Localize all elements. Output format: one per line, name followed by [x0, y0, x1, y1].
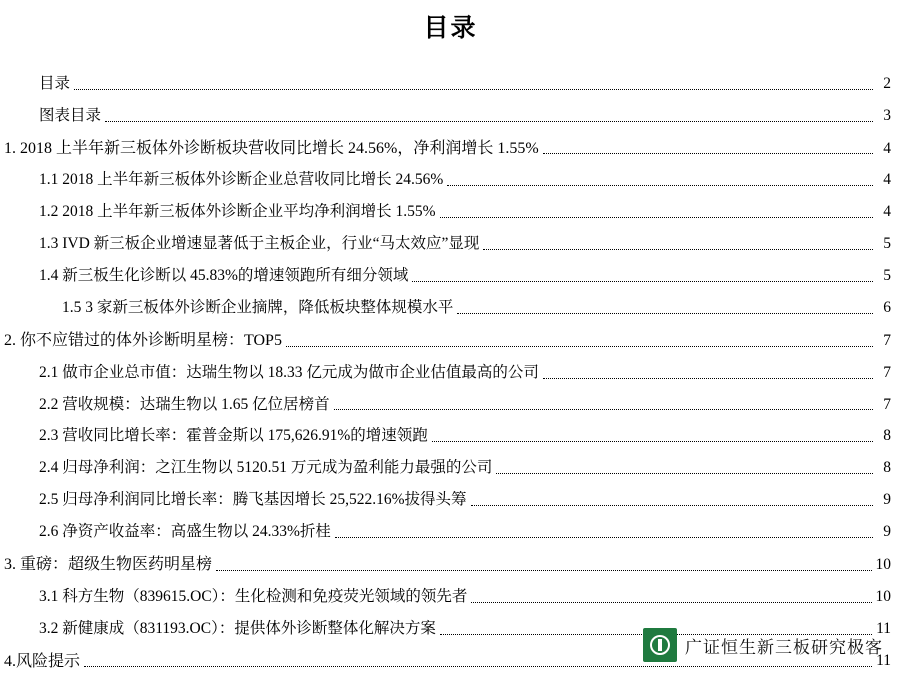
toc-entry-page: 11 [876, 619, 891, 637]
toc-entry-label: 2.1 做市企业总市值：达瑞生物以 18.33 亿元成为做市企业估值最高的公司 [39, 363, 539, 381]
toc-leader-dots [471, 504, 873, 506]
toc-leader-dots [334, 408, 873, 410]
toc-leader-dots [84, 665, 872, 667]
toc-entry[interactable] [39, 106, 891, 127]
toc-entry[interactable] [62, 298, 891, 319]
toc-leader-dots [432, 440, 873, 442]
toc-leader-dots [543, 377, 873, 379]
toc-entry-page: 11 [876, 652, 891, 670]
toc-entry-page: 6 [883, 299, 891, 317]
toc-leader-dots [286, 345, 873, 347]
toc-entry[interactable] [39, 490, 891, 511]
toc-entry-page: 4 [883, 203, 891, 221]
toc-entry-page: 4 [883, 139, 891, 157]
toc-leader-dots [447, 184, 873, 186]
toc-entry[interactable] [39, 266, 891, 287]
toc-entry-page: 3 [883, 106, 891, 124]
toc-entry-label: 3.2 新健康成（831193.OC）：提供体外诊断整体化解决方案 [39, 619, 436, 637]
toc-entry-label: 1.1 2018 上半年新三板体外诊断企业总营收同比增长 24.56% [39, 171, 444, 189]
toc-entry-label: 1.5 3 家新三板体外诊断企业摘牌，降低板块整体规模水平 [62, 299, 454, 317]
toc-entry[interactable] [39, 234, 891, 255]
toc-entry-page: 7 [883, 395, 891, 413]
toc-entry[interactable] [4, 330, 891, 352]
toc-leader-dots [471, 601, 871, 603]
toc-entry[interactable] [39, 587, 891, 608]
toc-entry-page: 2 [883, 75, 891, 92]
wechat-badge-icon [643, 628, 677, 662]
toc-entry-label: 2.4 归母净利润：之江生物以 5120.51 万元成为盈利能力最强的公司 [39, 459, 493, 477]
page-title: 目录 [423, 15, 478, 42]
toc-leader-dots [216, 569, 871, 571]
toc-entry[interactable] [39, 522, 891, 543]
toc-entry-label: 图表目录 [39, 106, 102, 124]
toc-entry-page: 7 [883, 363, 891, 381]
toc-entry[interactable] [4, 138, 891, 160]
toc-entry-label: 1.4 新三板生化诊断以 45.83%的增速领跑所有细分领域 [39, 267, 409, 285]
toc-leader-dots [483, 248, 873, 250]
toc-entry-page: 10 [875, 555, 891, 573]
toc-entry[interactable] [39, 202, 891, 223]
toc-entry[interactable] [39, 395, 891, 416]
toc-entry-page: 5 [883, 235, 891, 253]
toc-entry-page: 7 [883, 331, 891, 349]
toc-entry-label: 3.1 科方生物（839615.OC）：生化检测和免疫荧光领域的领先者 [39, 587, 468, 605]
toc-leader-dots [412, 280, 873, 282]
toc-entry-page: 4 [883, 171, 891, 189]
toc-entry-label: 4.风险提示 [4, 652, 81, 670]
toc-entry[interactable] [39, 458, 891, 479]
toc-entry-label: 目录 [39, 75, 71, 92]
toc-leader-dots [496, 472, 873, 474]
toc-entry-label: 2. 你不应错过的体外诊断明星榜：TOP5 [4, 332, 282, 350]
toc-entry-label: 2.3 营收同比增长率：霍普金斯以 175,626.91%的增速领跑 [39, 427, 428, 445]
toc-entry-label: 1.3 IVD 新三板企业增速显著低于主板企业，行业“马太效应”显现 [39, 235, 480, 253]
toc-leader-dots [74, 88, 873, 90]
toc-entry[interactable] [39, 363, 891, 384]
table-of-contents [0, 74, 901, 672]
toc-leader-dots [440, 216, 873, 218]
toc-leader-dots [105, 120, 873, 122]
toc-entry-label: 2.6 净资产收益率：高盛生物以 24.33%折桂 [39, 523, 331, 541]
toc-entry[interactable] [39, 74, 891, 95]
document-page [0, 8, 901, 676]
toc-entry-label: 1.2 2018 上半年新三板体外诊断企业平均净利润增长 1.55% [39, 203, 436, 221]
toc-entry[interactable] [4, 554, 891, 576]
toc-entry[interactable] [39, 170, 891, 191]
toc-entry-page: 5 [883, 267, 891, 285]
toc-entry-page: 10 [875, 587, 891, 605]
toc-leader-dots [335, 536, 873, 538]
toc-entry-label: 2.5 归母净利润同比增长率：腾飞基因增长 25,522.16%拔得头筹 [39, 491, 467, 509]
toc-entry-label: 2.2 营收规模：达瑞生物以 1.65 亿位居榜首 [39, 395, 330, 413]
brand-name: 广证恒生新三板研究极客 [685, 637, 883, 657]
toc-entry-label: 3. 重磅：超级生物医药明星榜 [4, 556, 213, 574]
toc-entry-page: 9 [883, 491, 891, 509]
toc-entry-label: 1. 2018 上半年新三板体外诊断板块营收同比增长 24.56%，净利润增长 1.55% [4, 139, 539, 157]
toc-leader-dots [457, 312, 873, 314]
toc-entry-page: 8 [883, 459, 891, 477]
footer-brand [643, 628, 883, 662]
toc-entry[interactable] [39, 426, 891, 447]
toc-entry-page: 9 [883, 523, 891, 541]
toc-entry-page: 8 [883, 427, 891, 445]
toc-leader-dots [543, 152, 873, 154]
